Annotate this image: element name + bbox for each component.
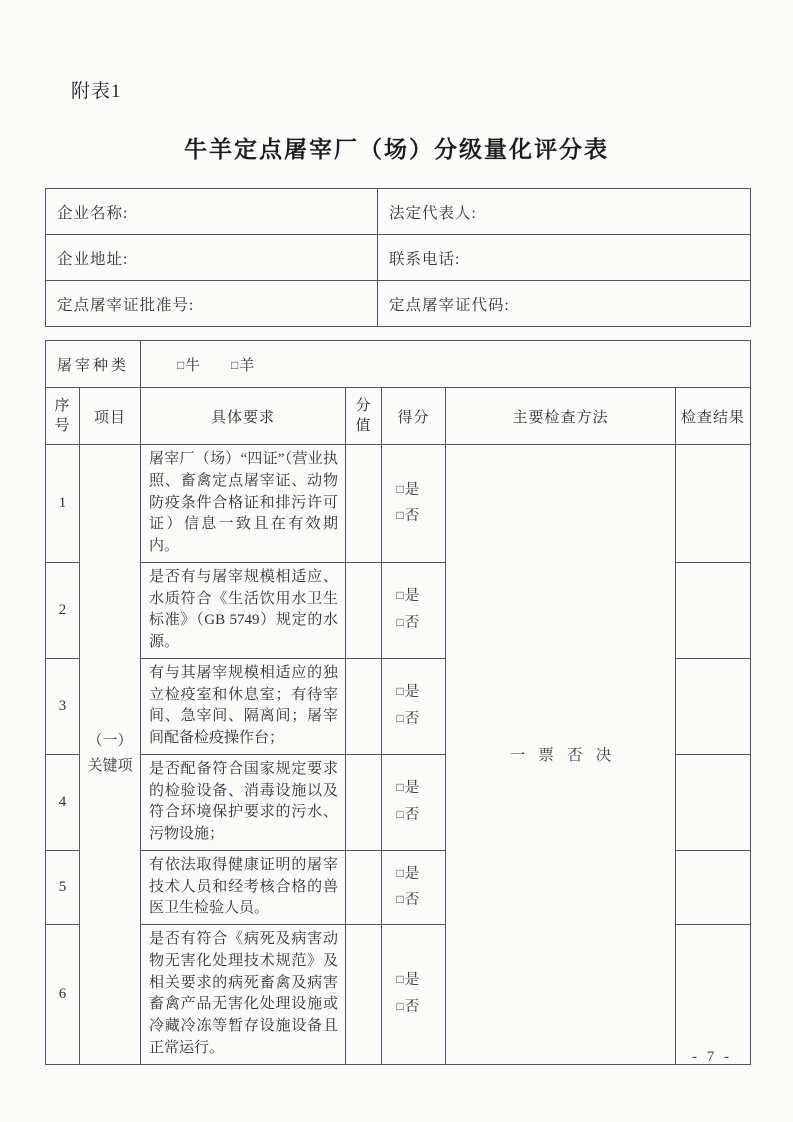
header-result: 检查结果 (676, 388, 751, 445)
yes-label: 是 (404, 684, 420, 701)
info-table (45, 188, 751, 327)
yes-checkbox-option[interactable] (397, 679, 431, 706)
checkbox-icon: □ (177, 357, 185, 372)
no-label: 否 (404, 615, 420, 632)
checkbox-icon: □ (396, 588, 404, 603)
slaughter-type-row (46, 341, 751, 388)
score-value-cell (346, 754, 382, 850)
score-cell (382, 754, 446, 850)
header-item: 项目 (80, 388, 141, 445)
slaughter-type-label: 屠宰种类 (46, 341, 141, 388)
result-cell (676, 754, 751, 850)
seq-cell: 3 (46, 658, 80, 754)
no-label: 否 (404, 999, 420, 1016)
item-group-line: 关键项 (87, 758, 133, 775)
requirement-cell: 是否配备符合国家规定要求的检验设备、消毒设施以及符合环境保护要求的污水、污物设施； (141, 754, 346, 850)
requirement-cell: 是否有与屠宰规模相适应、水质符合《生活饮用水卫生标准》（GB 5749）规定的水源。 (141, 562, 346, 658)
result-cell (676, 562, 751, 658)
cattle-checkbox-option[interactable] (177, 354, 200, 375)
requirement-cell: 有与其屠宰规模相适应的独立检疫室和休息室；有待宰间、急宰间、隔离间；屠宰间配备检疫操作台； (141, 658, 346, 754)
page-title: 牛羊定点屠宰厂（场）分级量化评分表 (184, 137, 609, 162)
requirement-cell: 是否有符合《病死及病害动物无害化处理技术规范》及相关要求的病死畜禽及病害畜禽产品无害化处理设施或冷藏冷冻等暂存设施设备且正常运行。 (141, 925, 346, 1065)
field-company-name: 企业名称: (46, 189, 378, 235)
no-label: 否 (404, 807, 420, 824)
no-checkbox-option[interactable] (397, 887, 431, 914)
yes-checkbox-option[interactable] (397, 861, 431, 888)
score-cell (382, 658, 446, 754)
no-checkbox-option[interactable] (397, 802, 431, 829)
score-value-cell (346, 925, 382, 1065)
yes-checkbox-option[interactable] (397, 583, 431, 610)
sheep-checkbox-option[interactable] (231, 354, 254, 375)
yes-label: 是 (404, 780, 420, 797)
method-note: 一票否决 (509, 747, 625, 765)
checkbox-icon: □ (396, 481, 404, 496)
no-checkbox-option[interactable] (397, 610, 431, 637)
no-label: 否 (404, 711, 420, 728)
score-cell (382, 925, 446, 1065)
inspection-method-cell (446, 445, 676, 1065)
field-legal-representative: 法定代表人: (378, 189, 751, 235)
seq-cell: 2 (46, 562, 80, 658)
seq-cell: 4 (46, 754, 80, 850)
yes-label: 是 (404, 865, 420, 882)
requirement-cell: 有依法取得健康证明的屠宰技术人员和经考核合格的兽医卫生检验人员。 (141, 850, 346, 924)
score-value-cell (346, 445, 382, 563)
yes-label: 是 (404, 481, 420, 498)
checkbox-icon: □ (396, 999, 404, 1014)
info-row (46, 235, 751, 281)
yes-label: 是 (404, 588, 420, 605)
checkbox-icon: □ (396, 807, 404, 822)
info-row (46, 189, 751, 235)
checkbox-icon: □ (231, 357, 239, 372)
header-score-value: 分值 (346, 388, 382, 445)
score-cell (382, 562, 446, 658)
score-cell (382, 850, 446, 924)
header-method: 主要检查方法 (446, 388, 676, 445)
result-cell (676, 925, 751, 1065)
attachment-label: 附表1 (71, 81, 122, 102)
checkbox-icon: □ (396, 615, 404, 630)
item-group-cell (80, 445, 141, 1065)
checkbox-icon: □ (396, 865, 404, 880)
result-cell (676, 658, 751, 754)
score-value-cell (346, 562, 382, 658)
header-requirement: 具体要求 (141, 388, 346, 445)
checkbox-icon: □ (396, 684, 404, 699)
seq-cell: 1 (46, 445, 80, 563)
info-row (46, 281, 751, 327)
page-number: - 7 - (692, 1049, 732, 1065)
header-score: 得分 (382, 388, 446, 445)
no-label: 否 (404, 892, 420, 909)
header-no: 序号 (46, 388, 80, 445)
result-cell (676, 850, 751, 924)
field-permit-approval-number: 定点屠宰证批准号: (46, 281, 378, 327)
requirement-cell: 屠宰厂（场）“四证”（营业执照、畜禽定点屠宰证、动物防疫条件合格证和排污许可证）信息一致且在有效期内。 (141, 445, 346, 563)
checkbox-icon: □ (396, 892, 404, 907)
scoring-table (45, 340, 751, 1065)
field-company-address: 企业地址: (46, 235, 378, 281)
slaughter-type-options (141, 341, 751, 388)
checkbox-icon: □ (396, 780, 404, 795)
sheep-label: 羊 (239, 357, 255, 374)
cattle-label: 牛 (185, 357, 201, 374)
checkbox-icon: □ (396, 972, 404, 987)
field-permit-code: 定点屠宰证代码: (378, 281, 751, 327)
header-row (46, 388, 751, 445)
checkbox-icon: □ (396, 711, 404, 726)
field-contact-phone: 联系电话: (378, 235, 751, 281)
no-checkbox-option[interactable] (397, 706, 431, 733)
no-checkbox-option[interactable] (397, 994, 431, 1021)
yes-checkbox-option[interactable] (397, 967, 431, 994)
seq-cell: 6 (46, 925, 80, 1065)
result-cell (676, 445, 751, 563)
score-cell (382, 445, 446, 563)
seq-cell: 5 (46, 850, 80, 924)
item-group-line: （一） (87, 732, 133, 749)
no-checkbox-option[interactable] (397, 503, 431, 530)
score-value-cell (346, 658, 382, 754)
yes-checkbox-option[interactable] (397, 477, 431, 504)
yes-label: 是 (404, 972, 420, 989)
checkbox-icon: □ (396, 508, 404, 523)
no-label: 否 (404, 508, 420, 525)
yes-checkbox-option[interactable] (397, 775, 431, 802)
table-row (46, 445, 751, 563)
score-value-cell (346, 850, 382, 924)
